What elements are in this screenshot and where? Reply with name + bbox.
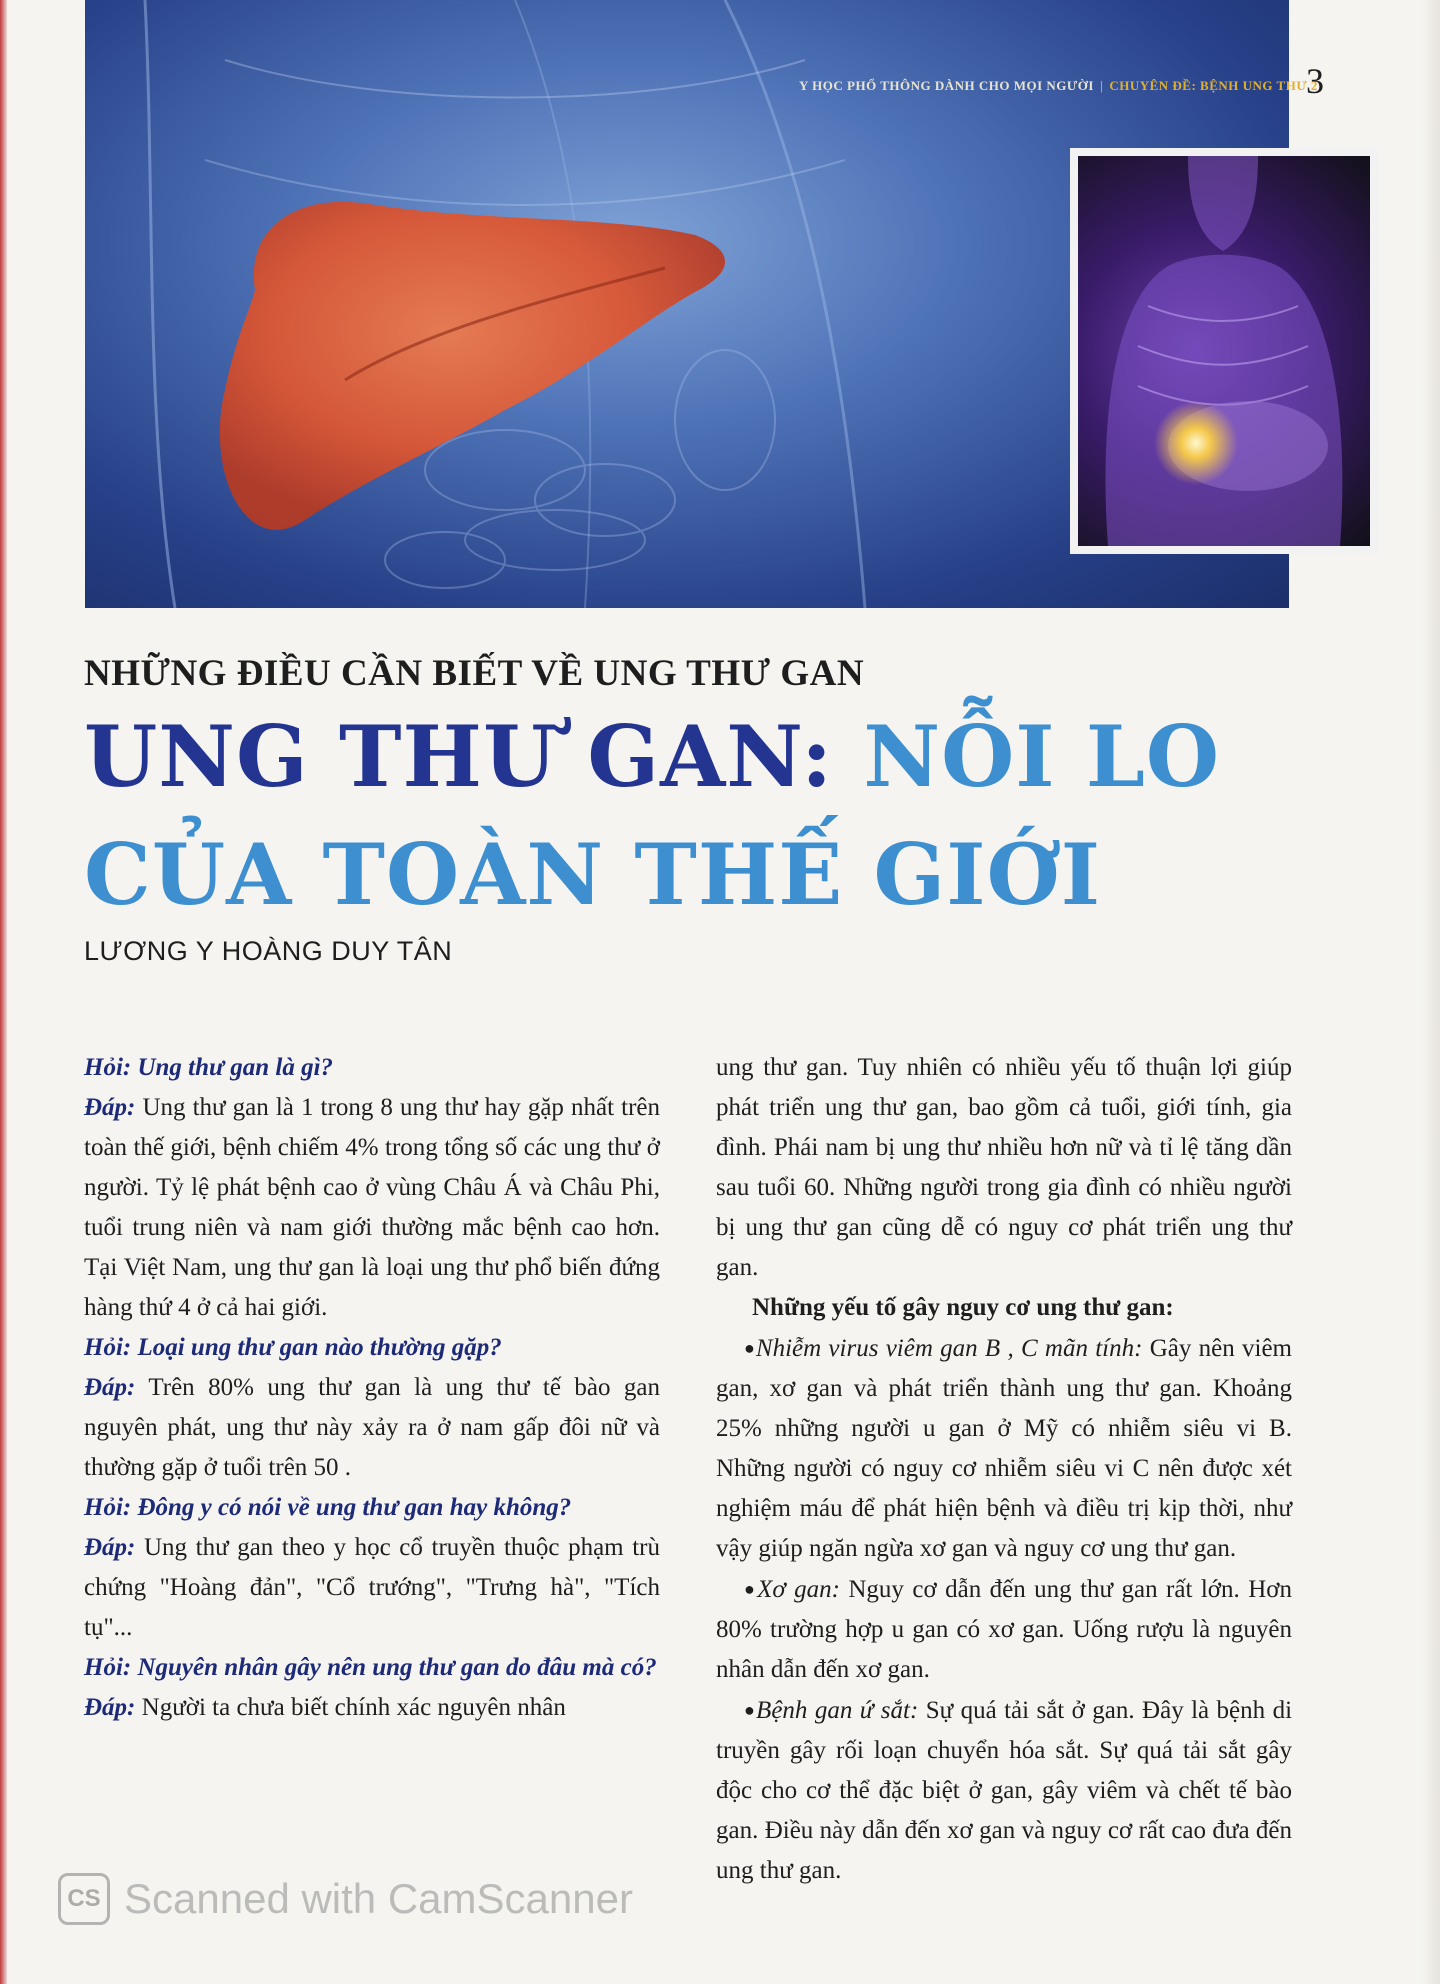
bullet-dot-icon: ● [744,1579,758,1599]
bullet-dot-icon: ● [744,1700,757,1720]
right-column-intro: ung thư gan. Tuy nhiên có nhiều yếu tố thuận lợi giúp phát triển ung thư gan, bao gồm cả tuổi, giới tính, gia đình. Phái nam bị ung thư nhiều hơn nữ và tỉ lệ tăng dần sau tuổi 60. Những người trong gia đình có nhiều người bị ung thư gan cũng dễ có nguy cơ phát triển ung thư gan. [716,1054,1292,1281]
camscanner-logo-icon: CS [58,1873,110,1925]
risk-factor-1 [716,1328,1292,1569]
page-right-edge [1422,0,1440,1984]
risk-factor-text: Gây nên viêm gan, xơ gan và phát triển thành ung thư gan. Khoảng 25% những người u gan ở Mỹ có nhiễm siêu vi B. Những người có nguy cơ nhiễm siêu vi C nên được xét nghiệm máu để phát hiện bệnh và điều trị kịp thời, như vậy giúp ngăn ngừa xơ gan và nguy cơ ung thư gan. [716,1335,1293,1562]
answer-text: Trên 80% ung thư gan là ung thư tế bào gan nguyên phát, ung thư này xảy ra ở nam gấp đôi nữ và thường gặp ở tuổi trên 50 . [84,1374,660,1481]
answer-label: Đáp: [84,1374,136,1401]
risk-factor-text: Nguy cơ dẫn đến ung thư gan rất lớn. Hơn 80% trường hợp u gan có xơ gan. Uống rượu là nguyên nhân dẫn đến xơ gan. [716,1576,1292,1683]
article-kicker: NHỮNG ĐIỀU CẦN BIẾT VỀ UNG THƯ GAN [84,653,865,694]
tumor-glow-illustration [1078,156,1370,546]
answer-2 [84,1368,660,1488]
watermark-text: Scanned with CamScanner [124,1875,633,1922]
answer-text: Người ta chưa biết chính xác nguyên nhân [135,1694,566,1721]
headline-part-1: UNG THƯ GAN: [84,707,864,806]
risk-factors-heading: Những yếu tố gây nguy cơ ung thư gan: [752,1294,1174,1321]
headline-line-2: CỦA TOÀN THẾ GIỚI [84,825,1102,924]
headline-part-2: NỖI LO [863,707,1221,806]
question-2: Hỏi: Loại ung thư gan nào thường gặp? [84,1334,502,1361]
section-name: CHUYÊN ĐỀ: BỆNH UNG THƯ 2 [1109,78,1318,93]
question-3: Hỏi: Đông y có nói về ung thư gan hay không? [84,1494,572,1521]
answer-label: Đáp: [84,1534,136,1561]
answer-3 [84,1528,660,1648]
answer-label: Đáp: [84,1094,136,1121]
answer-4 [84,1688,660,1728]
risk-factor-title: Bệnh gan ứ sắt: [756,1697,919,1724]
scanner-watermark [58,1872,633,1926]
left-column [84,1048,660,1728]
risk-factor-title: Xơ gan: [757,1576,840,1603]
article-headline [84,698,1304,934]
hero-illustration [85,0,1318,608]
magazine-name: Y HỌC PHỔ THÔNG DÀNH CHO MỌI NGƯỜI [799,78,1094,93]
page-edge-strip [0,0,7,1984]
header-separator: | [1099,78,1104,93]
risk-factor-2 [716,1569,1292,1690]
answer-text: Ung thư gan theo y học cổ truyền thuộc phạm trù chứng "Hoàng đản", "Cổ trướng", "Trưng hà", "Tích tụ"... [84,1534,660,1641]
question-1: Hỏi: Ung thư gan là gì? [84,1054,334,1081]
risk-factor-text: Sự quá tải sắt ở gan. Đây là bệnh di truyền gây rối loạn chuyển hóa sắt. Sự quá tải sắt gây độc cho cơ thể đặc biệt ở gan, gây viêm và chết tế bào gan. Điều này dẫn đến xơ gan và nguy cơ rất cao đưa đến ung thư gan. [716,1697,1293,1884]
answer-1 [84,1088,660,1328]
running-header [799,72,1369,100]
article-byline: LƯƠNG Y HOÀNG DUY TÂN [84,936,453,966]
question-4: Hỏi: Nguyên nhân gây nên ung thư gan do đâu mà có? [84,1654,657,1681]
right-column [716,1048,1292,1891]
bullet-dot-icon: ● [744,1338,756,1358]
answer-text: Ung thư gan là 1 trong 8 ung thư hay gặp nhất trên toàn thế giới, bệnh chiếm 4% trong tổng số các ung thư ở người. Tỷ lệ phát bệnh cao ở vùng Châu Á và Châu Phi, tuổi trung niên và nam giới thường mắc bệnh cao hơn. Tại Việt Nam, ung thư gan là loại ung thư phổ biến đứng hàng thứ 4 ở cả hai giới. [84,1094,660,1321]
answer-label: Đáp: [84,1694,136,1721]
inset-body-scan-image [1070,148,1378,554]
page-number: 3 [1306,61,1324,101]
risk-factor-3 [716,1690,1292,1891]
risk-factor-title: Nhiễm virus viêm gan B , C mãn tính: [755,1335,1143,1362]
